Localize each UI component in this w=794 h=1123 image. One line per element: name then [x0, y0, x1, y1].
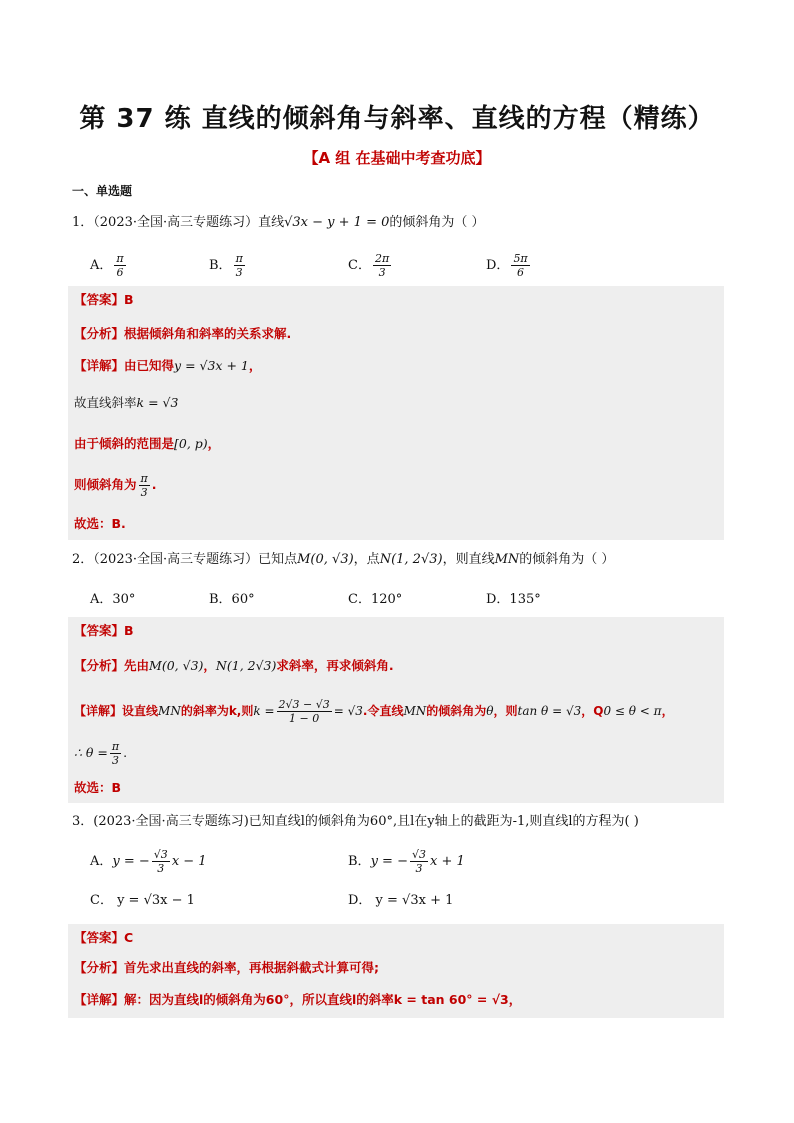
q3-option-b: B．y = − $\frac{√3}{3}$ x + 1 — [348, 848, 465, 875]
q3-option-c: C． y = √3x − 1 — [90, 893, 195, 908]
q2-option-c: C．120° — [348, 592, 403, 607]
q2-answer: 【答案】B — [74, 623, 134, 638]
question-1-stem: 1．（2023·全国·高三专题练习）直线√3x − y + 1 = 0的倾斜角为（ ） — [72, 215, 485, 230]
q1-detail-line2: 故直线斜率k = √3 — [74, 395, 179, 410]
q2-choose: 故选：B — [74, 780, 122, 795]
q1-option-b: B． $\frac{\pi}{3}$ — [209, 252, 243, 279]
section-heading: 一、单选题 — [72, 184, 133, 198]
q1-option-a: A． $\frac{\pi}{6}$ — [90, 252, 124, 279]
question-3-stem: 3．(2023·全国·高三专题练习)已知直线l的倾斜角为60°,且l在y轴上的截距为-1,则直线l的方程为( ) — [72, 814, 639, 829]
q2-option-b: B．60° — [209, 592, 255, 607]
q3-option-a: A．y = − $\frac{√3}{3}$ x − 1 — [90, 848, 207, 875]
q2-option-a: A．30° — [90, 592, 136, 607]
q3-analysis: 【分析】首先求出直线的斜率，再根据斜截式计算可得; — [74, 960, 380, 975]
q2-option-d: D．135° — [486, 592, 541, 607]
q1-answer: 【答案】B — [74, 292, 134, 307]
q1-detail-line3: 由于倾斜的范围是[0, p)， — [74, 436, 221, 451]
q1-analysis: 【分析】根据倾斜角和斜率的关系求解. — [74, 326, 292, 341]
question-2-stem: 2．（2023·全国·高三专题练习）已知点M(0, √3)，点N(1, 2√3)，则直线MN的倾斜角为（ ） — [72, 552, 615, 567]
q1-detail: 【详解】由已知得y = √3x + 1， — [74, 358, 262, 373]
q2-detail: 【详解】设直线MN的斜率为k,则k = $\frac{2√3 - √3}{1 - 0}$ = √3.令直线MN的倾斜角为θ，则tan θ = √3，Q0 ≤ θ < π， — [74, 698, 674, 725]
q3-detail: 【详解】解：因为直线l的倾斜角为60°，所以直线l的斜率k = tan 60° = √3， — [74, 992, 522, 1007]
page-title: 第 37 练 直线的倾斜角与斜率、直线的方程（精练） — [79, 104, 715, 134]
q1-choose: 故选：B. — [74, 516, 126, 531]
q1-option-d: D． $\frac{5\pi}{6}$ — [486, 252, 528, 279]
q1-detail-line4: 则倾斜角为 $\frac{\pi}{3}$ . — [74, 472, 157, 499]
q2-analysis: 【分析】先由M(0, √3)，N(1, 2√3)求斜率，再求倾斜角. — [74, 658, 394, 673]
group-subtitle: 【A 组 在基础中考查功底】 — [303, 149, 491, 167]
q3-answer: 【答案】C — [74, 930, 134, 945]
q3-option-d: D． y = √3x + 1 — [348, 893, 454, 908]
q2-detail-line2: ∴ θ = $\frac{\pi}{3}$ . — [74, 740, 128, 767]
q1-option-c: C． $\frac{2\pi}{3}$ — [348, 252, 390, 279]
